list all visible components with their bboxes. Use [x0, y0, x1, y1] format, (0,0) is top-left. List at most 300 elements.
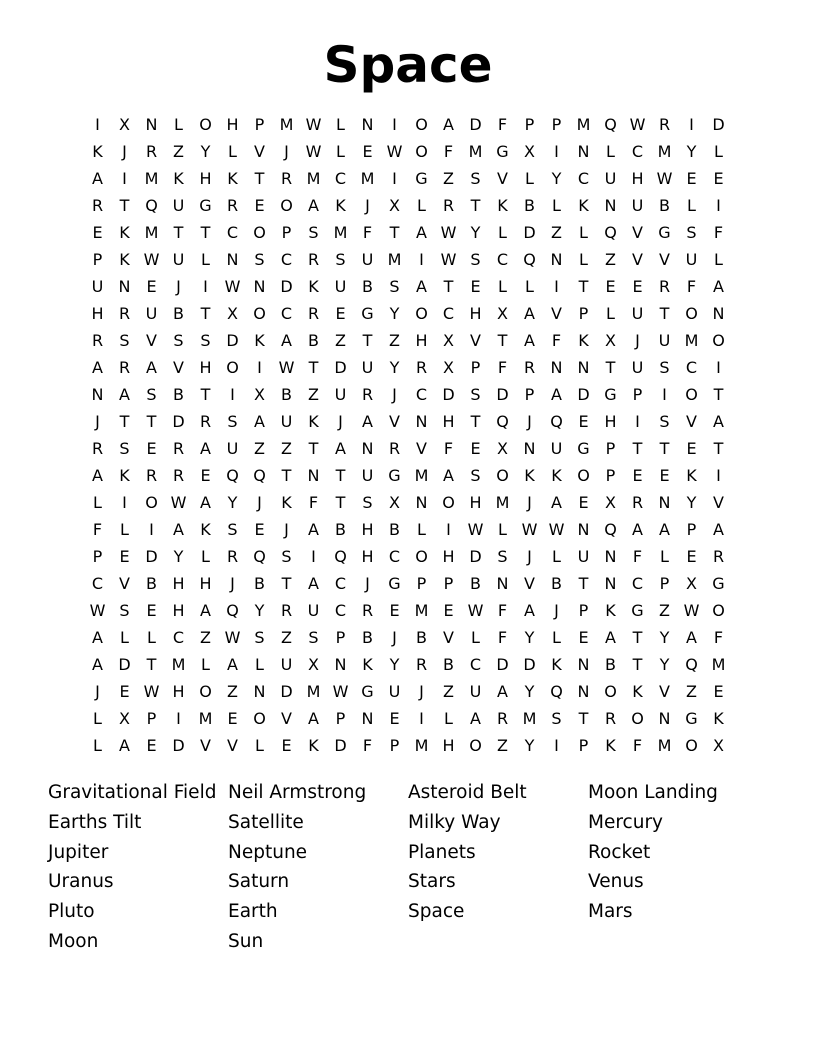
grid-letter: H [226, 115, 239, 134]
grid-letter: A [551, 493, 562, 512]
grid-letter: F [362, 736, 373, 755]
grid-letter: C [226, 223, 239, 242]
grid-letter: T [119, 412, 130, 431]
grid-letter: Z [389, 331, 400, 350]
grid-letter: A [308, 196, 319, 215]
grid-letter: R [226, 196, 239, 215]
grid-letter: J [338, 412, 343, 431]
grid-letter: L [120, 520, 129, 539]
grid-letter: O [253, 709, 266, 728]
grid-letter: O [199, 115, 212, 134]
grid-letter: L [525, 277, 534, 296]
grid-letter: J [554, 601, 559, 620]
grid-letter: K [92, 142, 103, 161]
grid-letter: A [92, 466, 103, 485]
grid-letter: R [631, 493, 644, 512]
grid-letter: S [686, 223, 697, 242]
grid-letter: P [146, 709, 157, 728]
grid-letter: N [577, 358, 590, 377]
grid-letter: T [254, 169, 265, 188]
grid-letter: V [254, 142, 265, 161]
grid-letter: A [713, 520, 724, 539]
grid-letter: H [442, 547, 455, 566]
grid-letter: T [497, 331, 508, 350]
grid-letter: A [632, 520, 643, 539]
grid-letter: U [631, 304, 644, 323]
grid-letter: R [172, 466, 185, 485]
grid-letter: S [362, 493, 373, 512]
grid-letter: U [361, 358, 374, 377]
grid-letter: D [469, 115, 482, 134]
grid-letter: M [279, 115, 294, 134]
word-bank-item: Mercury [588, 811, 663, 833]
letter-grid [84, 111, 732, 759]
grid-letter: H [604, 412, 617, 431]
grid-letter: K [578, 331, 589, 350]
grid-letter: B [173, 304, 184, 323]
grid-letter: I [176, 709, 181, 728]
grid-letter: E [92, 223, 103, 242]
grid-letter: B [524, 196, 535, 215]
grid-letter: W [440, 250, 457, 269]
grid-letter: Z [173, 142, 184, 161]
grid-letter: K [119, 223, 130, 242]
grid-letter: Q [685, 655, 698, 674]
grid-letter: B [362, 277, 373, 296]
grid-letter: M [387, 250, 402, 269]
grid-letter: P [686, 520, 697, 539]
grid-letter: W [521, 520, 538, 539]
grid-letter: H [469, 493, 482, 512]
grid-letter: G [388, 466, 401, 485]
word-bank-item: Venus [588, 871, 644, 893]
grid-letter: O [685, 385, 698, 404]
grid-letter: P [605, 439, 616, 458]
grid-letter: V [497, 169, 508, 188]
grid-letter: P [443, 574, 454, 593]
grid-letter: B [551, 574, 562, 593]
grid-letter: K [200, 520, 211, 539]
grid-letter: P [92, 250, 103, 269]
grid-letter: M [684, 331, 699, 350]
grid-letter: R [658, 277, 671, 296]
grid-letter: R [280, 601, 293, 620]
grid-letter: I [257, 358, 262, 377]
grid-letter: A [200, 439, 211, 458]
grid-letter: B [659, 196, 670, 215]
grid-letter: E [146, 601, 157, 620]
grid-letter: S [173, 331, 184, 350]
grid-letter: A [281, 331, 292, 350]
grid-letter: P [605, 466, 616, 485]
grid-letter: A [524, 601, 535, 620]
grid-letter: T [308, 439, 319, 458]
grid-letter: E [119, 682, 130, 701]
grid-letter: O [469, 736, 482, 755]
grid-letter: H [631, 169, 644, 188]
grid-letter: N [307, 466, 320, 485]
grid-letter: N [118, 277, 131, 296]
grid-letter: M [495, 493, 510, 512]
grid-letter: K [119, 250, 130, 269]
grid-letter: H [415, 331, 428, 350]
grid-letter: Y [389, 655, 400, 674]
grid-letter: B [416, 628, 427, 647]
grid-letter: A [92, 169, 103, 188]
grid-letter: K [632, 682, 643, 701]
grid-letter: U [388, 682, 401, 701]
grid-letter: R [118, 358, 131, 377]
grid-letter: A [497, 682, 508, 701]
grid-letter: H [91, 304, 104, 323]
grid-letter: D [334, 358, 347, 377]
grid-letter: E [227, 709, 238, 728]
grid-letter: Q [604, 520, 617, 539]
grid-letter: K [497, 196, 508, 215]
grid-letter: N [334, 655, 347, 674]
grid-letter: Q [226, 466, 239, 485]
grid-letter: L [174, 115, 183, 134]
grid-letter: R [118, 304, 131, 323]
grid-letter: Y [659, 655, 670, 674]
grid-letter: T [200, 304, 211, 323]
grid-letter: A [254, 412, 265, 431]
grid-letter: T [200, 385, 211, 404]
grid-letter: E [119, 547, 130, 566]
grid-letter: J [95, 682, 100, 701]
grid-letter: F [497, 115, 508, 134]
grid-letter: K [686, 466, 697, 485]
grid-letter: Z [605, 250, 616, 269]
grid-letter: T [281, 466, 292, 485]
grid-letter: J [527, 412, 532, 431]
grid-letter: P [659, 574, 670, 593]
grid-letter: Y [551, 169, 562, 188]
grid-letter: S [119, 601, 130, 620]
grid-letter: O [496, 466, 509, 485]
grid-letter: D [334, 736, 347, 755]
grid-letter: V [524, 574, 535, 593]
grid-letter: Z [686, 682, 697, 701]
grid-letter: V [227, 736, 238, 755]
grid-letter: X [524, 142, 535, 161]
grid-letter: L [498, 223, 507, 242]
grid-letter: T [713, 385, 724, 404]
grid-letter: C [334, 574, 347, 593]
grid-letter: U [604, 169, 617, 188]
grid-letter: T [443, 277, 454, 296]
grid-letter: L [714, 142, 723, 161]
grid-letter: U [577, 547, 590, 566]
grid-letter: D [172, 412, 185, 431]
grid-letter: H [199, 574, 212, 593]
word-bank [48, 778, 768, 957]
grid-letter: A [119, 385, 130, 404]
grid-letter: V [659, 682, 670, 701]
grid-letter: W [89, 601, 106, 620]
grid-letter: U [361, 466, 374, 485]
grid-letter: A [713, 412, 724, 431]
grid-letter: E [686, 547, 697, 566]
grid-letter: W [332, 682, 349, 701]
grid-letter: Q [226, 601, 239, 620]
grid-letter: B [605, 655, 616, 674]
grid-letter: H [172, 601, 185, 620]
grid-letter: T [173, 223, 184, 242]
grid-letter: V [686, 412, 697, 431]
grid-letter: E [389, 709, 400, 728]
grid-letter: M [576, 115, 591, 134]
grid-letter: P [335, 709, 346, 728]
grid-letter: V [173, 358, 184, 377]
grid-letter: A [335, 439, 346, 458]
grid-letter: N [91, 385, 104, 404]
grid-letter: E [146, 736, 157, 755]
grid-letter: D [496, 385, 509, 404]
grid-letter: T [578, 574, 589, 593]
grid-letter: N [604, 547, 617, 566]
grid-letter: S [470, 466, 481, 485]
grid-letter: J [122, 142, 127, 161]
grid-letter: P [578, 736, 589, 755]
grid-letter: V [470, 331, 481, 350]
grid-letter: Q [550, 412, 563, 431]
grid-letter: C [280, 250, 293, 269]
grid-letter: V [146, 331, 157, 350]
grid-letter: Z [551, 223, 562, 242]
grid-letter: S [389, 277, 400, 296]
grid-letter: B [335, 520, 346, 539]
grid-letter: W [143, 250, 160, 269]
grid-letter: U [226, 439, 239, 458]
grid-letter: O [145, 493, 158, 512]
grid-letter: L [714, 250, 723, 269]
grid-letter: P [92, 547, 103, 566]
grid-letter: L [606, 304, 615, 323]
grid-letter: O [415, 547, 428, 566]
grid-letter: Z [443, 682, 454, 701]
grid-letter: J [95, 412, 100, 431]
grid-letter: N [604, 196, 617, 215]
grid-letter: Q [550, 682, 563, 701]
grid-letter: E [578, 412, 589, 431]
grid-letter: N [550, 358, 563, 377]
grid-letter: M [657, 736, 672, 755]
grid-letter: U [334, 385, 347, 404]
grid-letter: M [414, 601, 429, 620]
grid-letter: L [120, 628, 129, 647]
grid-letter: C [388, 547, 401, 566]
grid-letter: V [119, 574, 130, 593]
grid-letter: U [631, 196, 644, 215]
grid-letter: L [201, 547, 210, 566]
grid-letter: F [713, 223, 724, 242]
grid-letter: I [311, 547, 316, 566]
grid-letter: M [306, 169, 321, 188]
grid-letter: G [388, 574, 401, 593]
word-bank-item: Mars [588, 901, 633, 923]
grid-letter: S [551, 709, 562, 728]
grid-letter: B [146, 574, 157, 593]
grid-letter: A [416, 277, 427, 296]
grid-letter: D [523, 655, 536, 674]
grid-letter: S [497, 547, 508, 566]
grid-letter: C [442, 304, 455, 323]
grid-letter: L [660, 547, 669, 566]
grid-letter: D [469, 547, 482, 566]
grid-letter: L [336, 115, 345, 134]
grid-letter: W [440, 223, 457, 242]
grid-letter: A [686, 628, 697, 647]
grid-letter: Y [227, 493, 238, 512]
grid-letter: X [686, 574, 697, 593]
grid-letter: G [496, 142, 509, 161]
grid-letter: I [122, 493, 127, 512]
grid-letter: J [284, 520, 289, 539]
grid-letter: D [577, 385, 590, 404]
grid-letter: D [118, 655, 131, 674]
grid-letter: K [551, 655, 562, 674]
grid-letter: U [280, 412, 293, 431]
grid-letter: S [470, 250, 481, 269]
grid-letter: Y [686, 493, 697, 512]
grid-letter: E [686, 439, 697, 458]
grid-letter: M [171, 655, 186, 674]
grid-letter: R [145, 142, 158, 161]
grid-letter: I [419, 250, 424, 269]
grid-letter: C [577, 169, 590, 188]
grid-letter: K [308, 277, 319, 296]
word-bank-item: Neptune [228, 841, 308, 863]
grid-letter: L [93, 709, 102, 728]
word-bank-item: Saturn [228, 871, 290, 893]
grid-letter: F [686, 277, 697, 296]
grid-letter: K [335, 196, 346, 215]
grid-letter: J [392, 628, 397, 647]
grid-letter: C [91, 574, 104, 593]
grid-letter: L [687, 196, 696, 215]
grid-letter: E [686, 169, 697, 188]
grid-letter: T [632, 628, 643, 647]
grid-letter: C [631, 574, 644, 593]
grid-letter: P [389, 736, 400, 755]
grid-letter: N [361, 709, 374, 728]
grid-letter: Y [524, 628, 535, 647]
grid-letter: K [578, 196, 589, 215]
grid-letter: M [414, 466, 429, 485]
grid-letter: A [308, 574, 319, 593]
grid-letter: E [362, 142, 373, 161]
grid-letter: O [631, 709, 644, 728]
grid-letter: F [551, 331, 562, 350]
grid-letter: T [362, 331, 373, 350]
grid-letter: O [280, 196, 293, 215]
grid-letter: I [689, 115, 694, 134]
grid-letter: X [497, 304, 508, 323]
grid-letter: J [635, 331, 640, 350]
grid-letter: G [577, 439, 590, 458]
grid-letter: Q [253, 547, 266, 566]
grid-letter: D [280, 277, 293, 296]
grid-letter: M [198, 709, 213, 728]
grid-letter: N [145, 115, 158, 134]
grid-letter: E [335, 304, 346, 323]
grid-letter: Z [254, 439, 265, 458]
grid-letter: T [578, 709, 589, 728]
grid-letter: W [548, 520, 565, 539]
grid-letter: N [577, 655, 590, 674]
grid-letter: S [281, 547, 292, 566]
grid-letter: F [713, 628, 724, 647]
grid-letter: I [95, 115, 100, 134]
grid-letter: M [333, 223, 348, 242]
grid-letter: K [362, 655, 373, 674]
grid-letter: P [632, 385, 643, 404]
grid-letter: T [578, 277, 589, 296]
grid-letter: E [470, 277, 481, 296]
word-bank-item: Rocket [588, 841, 651, 863]
grid-letter: G [712, 574, 725, 593]
grid-letter: L [552, 547, 561, 566]
grid-letter: B [308, 331, 319, 350]
grid-letter: L [93, 493, 102, 512]
grid-letter: E [254, 196, 265, 215]
grid-letter: X [605, 331, 616, 350]
grid-letter: W [224, 277, 241, 296]
grid-letter: B [443, 655, 454, 674]
grid-letter: S [254, 250, 265, 269]
grid-letter: O [415, 142, 428, 161]
grid-letter: E [146, 277, 157, 296]
grid-letter: R [307, 304, 320, 323]
grid-letter: H [361, 547, 374, 566]
grid-letter: M [306, 682, 321, 701]
grid-letter: V [281, 709, 292, 728]
grid-letter: M [144, 169, 159, 188]
grid-letter: L [336, 142, 345, 161]
grid-letter: L [93, 736, 102, 755]
grid-letter: N [361, 439, 374, 458]
grid-letter: I [230, 385, 235, 404]
grid-letter: J [365, 574, 370, 593]
grid-letter: H [442, 736, 455, 755]
grid-letter: E [443, 601, 454, 620]
grid-letter: A [524, 304, 535, 323]
grid-letter: B [470, 574, 481, 593]
grid-letter: O [253, 304, 266, 323]
grid-letter: G [415, 169, 428, 188]
grid-letter: T [659, 439, 670, 458]
grid-letter: A [227, 655, 238, 674]
grid-letter: W [143, 682, 160, 701]
grid-letter: W [386, 142, 403, 161]
grid-letter: N [658, 709, 671, 728]
grid-letter: C [469, 655, 482, 674]
grid-letter: H [199, 169, 212, 188]
grid-letter: W [278, 358, 295, 377]
grid-letter: N [577, 142, 590, 161]
grid-letter: N [577, 520, 590, 539]
word-bank-item: Earth [228, 901, 278, 923]
grid-letter: U [172, 196, 185, 215]
grid-letter: P [254, 115, 265, 134]
grid-letter: T [335, 493, 346, 512]
grid-letter: Y [389, 304, 400, 323]
grid-letter: E [605, 277, 616, 296]
grid-letter: U [145, 304, 158, 323]
grid-letter: S [308, 223, 319, 242]
grid-letter: C [685, 358, 698, 377]
